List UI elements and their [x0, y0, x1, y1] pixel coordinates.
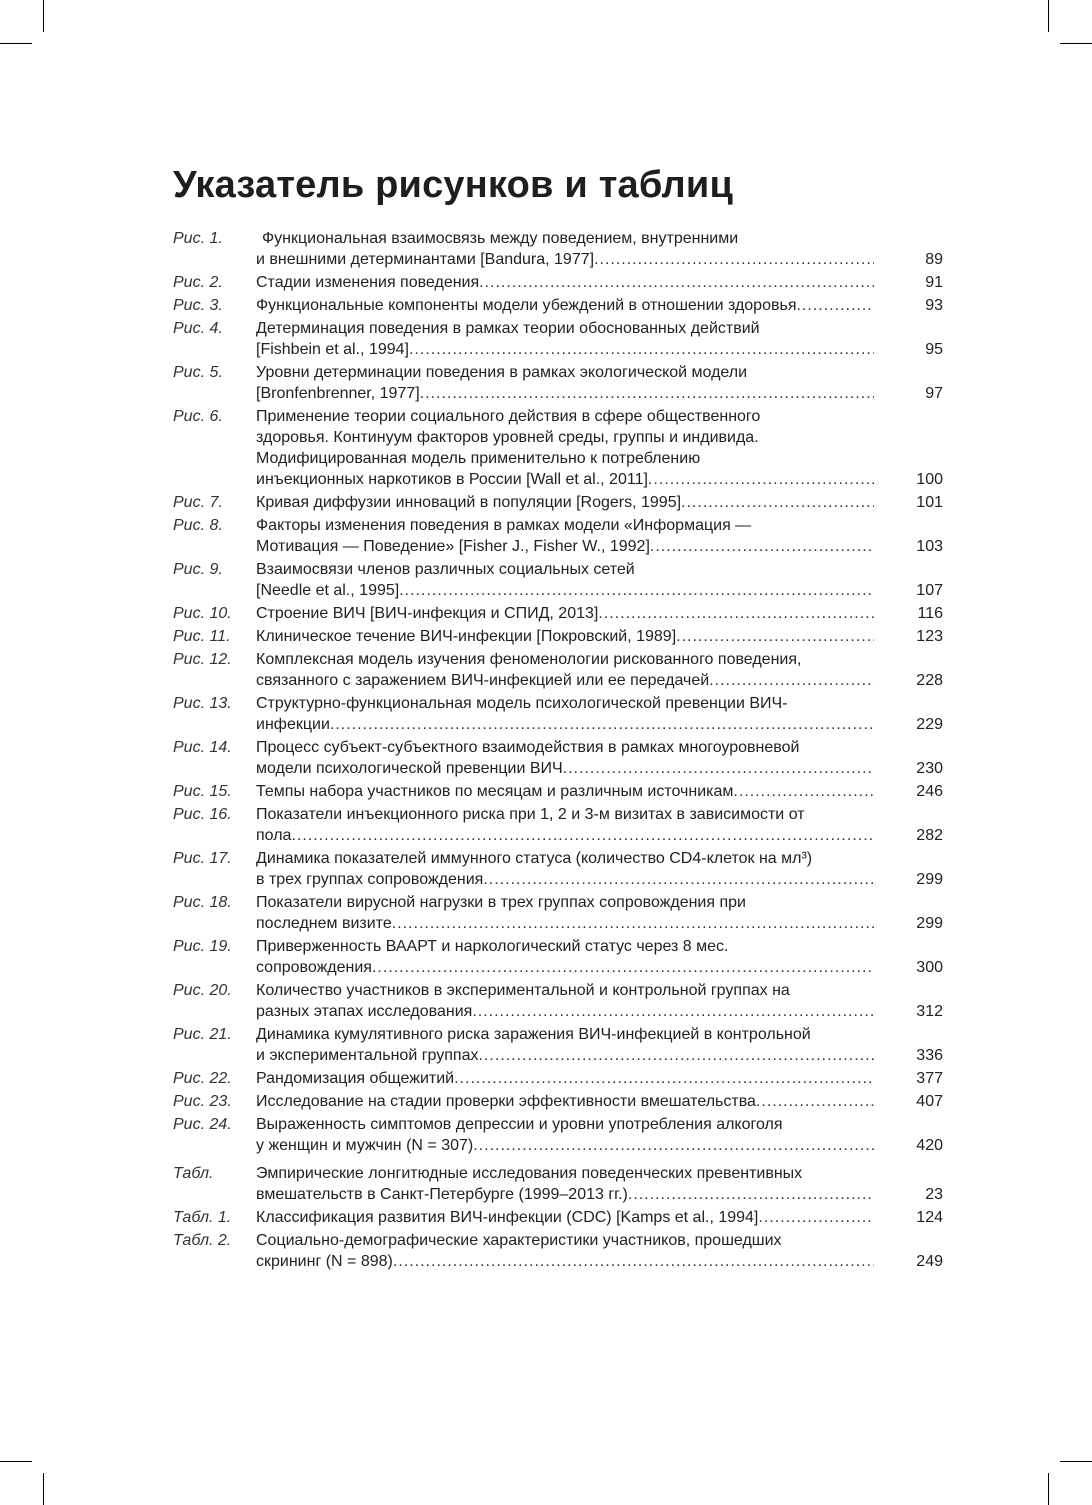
page-number: 228: [916, 672, 943, 689]
entry-title-line: Модифицированная модель применительно к потреблению: [256, 450, 701, 467]
toc-entry: [173, 1091, 943, 1112]
crop-mark-top-left: [43, 0, 44, 32]
page-number: 230: [916, 760, 943, 777]
toc-entry: [173, 626, 943, 647]
leader-dots: [598, 603, 874, 624]
entry-title: [256, 1024, 874, 1066]
page-number: 97: [925, 385, 943, 402]
entry-title: [256, 626, 874, 647]
toc-entry: [173, 1024, 943, 1066]
toc-entry: [173, 228, 943, 270]
page-number: 299: [916, 871, 943, 888]
entry-title-line: у женщин и мужчин (N = 307): [256, 1137, 474, 1154]
leader-dots: [650, 536, 874, 557]
leader-dots: [628, 1184, 874, 1205]
entry-label: Рис. 18.: [173, 894, 232, 911]
entry-label: Рис. 23.: [173, 1093, 232, 1110]
toc-entry: [173, 892, 943, 934]
toc-entry: [173, 362, 943, 404]
entry-title-line: Факторы изменения поведения в рамках модели «Информация —: [256, 517, 752, 534]
page-number: 299: [916, 915, 943, 932]
page-number: 23: [925, 1186, 943, 1203]
entry-title-line: Детерминация поведения в рамках теории обоснованных действий: [256, 320, 760, 337]
leader-dots: [563, 758, 874, 779]
entry-label: Рис. 13.: [173, 695, 232, 712]
page-number: 420: [916, 1137, 943, 1154]
toc-entry: [173, 936, 943, 978]
page-title: Указатель рисунков и таблиц: [173, 164, 734, 206]
entry-title-line: Комплексная модель изучения феноменологии рискованного поведения,: [256, 651, 802, 668]
entry-title: [256, 781, 874, 802]
toc-entry: [173, 318, 943, 360]
page-number: 312: [916, 1003, 943, 1020]
entry-title-line: разных этапах исследования: [256, 1003, 473, 1020]
page-number: 300: [916, 959, 943, 976]
leader-dots: [479, 272, 874, 293]
page-number: 95: [925, 341, 943, 358]
page-number: 116: [917, 605, 943, 622]
leader-dots: [473, 1135, 874, 1156]
entry-label: Рис. 11.: [173, 628, 231, 645]
entry-label: Рис. 1.: [173, 230, 223, 247]
entry-label: Рис. 12.: [173, 651, 232, 668]
page-number: 123: [916, 628, 943, 645]
entry-title: [256, 804, 874, 846]
entry-title-line: и экспериментальной группах: [256, 1047, 479, 1064]
entry-title-line: Показатели вирусной нагрузки в трех группах сопровождения при: [256, 894, 746, 911]
page-number: 89: [925, 251, 943, 268]
entry-title: [256, 693, 874, 735]
entry-title: [256, 1163, 874, 1205]
toc-entry: [173, 1230, 943, 1272]
entry-title: [256, 318, 874, 360]
entry-title-line: Выраженность симптомов депрессии и уровни употребления алкоголя: [256, 1116, 783, 1133]
leader-dots: [796, 295, 874, 316]
page-number: 407: [916, 1093, 943, 1110]
entry-label: Рис. 7.: [173, 494, 223, 511]
toc-entry: [173, 781, 943, 802]
leader-dots: [409, 339, 874, 360]
toc-entry: [173, 559, 943, 601]
entry-title-line: [Fishbein et al., 1994]: [256, 341, 409, 358]
page-number: 229: [916, 716, 943, 733]
page-number: 124: [916, 1209, 943, 1226]
entry-title-line: скрининг (N = 898): [256, 1253, 393, 1270]
entry-title-line: Применение теории социального действия в сфере общественного: [256, 408, 761, 425]
entry-label: Табл. 1.: [173, 1209, 232, 1226]
leader-dots: [681, 492, 874, 513]
entry-label: Табл. 2.: [173, 1232, 232, 1249]
entry-label: Рис. 21.: [173, 1026, 232, 1043]
entry-label: Рис. 2.: [173, 274, 223, 291]
crop-mark-bottom-right: [1048, 1473, 1049, 1505]
entry-title-line: Стадии изменения поведения: [256, 274, 480, 291]
crop-mark-bottom-right: [1060, 1461, 1092, 1462]
figure-table-index: [173, 228, 943, 1274]
leader-dots: [483, 869, 874, 890]
entry-label: Рис. 16.: [173, 806, 232, 823]
toc-entry: [173, 980, 943, 1022]
entry-title-line: [Needle et al., 1995]: [256, 582, 400, 599]
entry-title-line: Динамика показателей иммунного статуса (количество CD4-клеток на мл³): [256, 850, 813, 867]
entry-title-line: [Bronfenbrenner, 1977]: [256, 385, 420, 402]
toc-entry: [173, 804, 943, 846]
entry-title-line: Рандомизация общежитий: [256, 1070, 455, 1087]
entry-title: [256, 295, 874, 316]
entry-label: Табл.: [173, 1165, 214, 1182]
entry-title-line: модели психологической превенции ВИЧ: [256, 760, 563, 777]
entry-title-line: Показатели инъекционного риска при 1, 2 и 3-м визитах в зависимости от: [256, 806, 805, 823]
entry-title: [256, 1230, 874, 1272]
entry-title-line: и внешними детерминантами [Bandura, 1977]: [256, 251, 595, 268]
toc-entry: [173, 406, 943, 490]
leader-dots: [372, 957, 874, 978]
leader-dots: [478, 1045, 874, 1066]
entry-title-line: Функциональные компоненты модели убеждений в отношении здоровья: [256, 297, 797, 314]
entry-title-line: Социально-демографические характеристики участников, прошедших: [256, 1232, 782, 1249]
entry-title: [256, 603, 874, 624]
entry-title-line: Взаимосвязи членов различных социальных сетей: [256, 561, 635, 578]
entry-label: Рис. 8.: [173, 517, 223, 534]
entry-title-line: сопровождения: [256, 959, 372, 976]
entry-label: Рис. 3.: [173, 297, 223, 314]
page-number: 100: [916, 471, 943, 488]
toc-entry: [173, 492, 943, 513]
leader-dots: [709, 670, 874, 691]
entry-title: [256, 492, 874, 513]
entry-title-line: пола: [256, 827, 292, 844]
entry-title-line: Уровни детерминации поведения в рамках экологической модели: [256, 364, 748, 381]
page-number: 91: [925, 274, 943, 291]
toc-entry: [173, 295, 943, 316]
page-number: 336: [916, 1047, 943, 1064]
entry-label: Рис. 6.: [173, 408, 223, 425]
entry-label: Рис. 10.: [173, 605, 232, 622]
entry-title-line: Динамика кумулятивного риска заражения ВИЧ-инфекцией в контрольной: [256, 1026, 811, 1043]
entry-label: Рис. 19.: [173, 938, 232, 955]
page-number: 103: [916, 538, 943, 555]
leader-dots: [733, 781, 874, 802]
entry-label: Рис. 5.: [173, 364, 223, 381]
leader-dots: [392, 913, 874, 934]
entry-title-line: Строение ВИЧ [ВИЧ-инфекция и СПИД, 2013]: [256, 605, 599, 622]
toc-entry: [173, 649, 943, 691]
toc-entry: [173, 1068, 943, 1089]
leader-dots: [420, 383, 874, 404]
entry-title-line: инъекционных наркотиков в России [Wall et al., 2011]: [256, 471, 648, 488]
page-number: 377: [916, 1070, 943, 1087]
toc-entry: [173, 848, 943, 890]
crop-mark-bottom-left: [43, 1473, 44, 1505]
toc-entry: [173, 1163, 943, 1205]
entry-title: [256, 892, 874, 934]
entry-title-line: последнем визите: [256, 915, 392, 932]
leader-dots: [594, 249, 874, 270]
entry-label: Рис. 20.: [173, 982, 232, 999]
crop-mark-top-right: [1060, 43, 1092, 44]
entry-title: [256, 559, 874, 601]
leader-dots: [291, 825, 874, 846]
entry-label: Рис. 24.: [173, 1116, 232, 1133]
entry-label: Рис. 15.: [173, 783, 232, 800]
leader-dots: [330, 714, 874, 735]
page-number: 249: [916, 1253, 943, 1270]
entry-title: [256, 1091, 874, 1112]
entry-label: Рис. 17.: [173, 850, 232, 867]
toc-entry: [173, 737, 943, 779]
entry-title-line: здоровья. Континуум факторов уровней среды, группы и индивида.: [256, 429, 759, 446]
leader-dots: [758, 1207, 874, 1228]
entry-title-line: Темпы набора участников по месяцам и различным источникам: [256, 783, 734, 800]
entry-title: [256, 649, 874, 691]
entry-title-line: Клиническое течение ВИЧ-инфекции [Покровский, 1989]: [256, 628, 677, 645]
toc-entry: [173, 272, 943, 293]
entry-title: [256, 1207, 874, 1228]
page-number: 246: [916, 783, 943, 800]
toc-entry: [173, 1114, 943, 1156]
entry-title: [256, 1114, 874, 1156]
leader-dots: [756, 1091, 874, 1112]
leader-dots: [648, 469, 874, 490]
entry-title-line: Количество участников в экспериментальной и контрольной группах на: [256, 982, 790, 999]
entry-title-line: в трех группах сопровождения: [256, 871, 484, 888]
page-number: 282: [916, 827, 943, 844]
crop-mark-top-right: [1048, 0, 1049, 32]
entry-title-line: Структурно-функциональная модель психологической превенции ВИЧ-: [256, 695, 788, 712]
entry-title-line: вмешательств в Санкт-Петербурге (1999–2013 гг.): [256, 1186, 628, 1203]
entry-title-line: Кривая диффузии инноваций в популяции [Rogers, 1995]: [256, 494, 682, 511]
entry-title-line: связанного с заражением ВИЧ-инфекцией или ее передачей: [256, 672, 710, 689]
entry-title-line: Приверженность ВААРТ и наркологический статус через 8 мес.: [256, 938, 729, 955]
entry-title: [256, 980, 874, 1022]
toc-entry: [173, 515, 943, 557]
entry-title-line: Функциональная взаимосвязь между поведением, внутренними: [262, 230, 739, 247]
crop-mark-bottom-left: [0, 1461, 32, 1462]
page-number: 107: [916, 582, 943, 599]
entry-title: [256, 737, 874, 779]
page-number: 93: [925, 297, 943, 314]
entry-label: Рис. 9.: [173, 561, 223, 578]
leader-dots: [676, 626, 874, 647]
entry-title-line: Процесс субъект-субъектного взаимодействия в рамках многоуровневой: [256, 739, 800, 756]
page-number: 101: [916, 494, 943, 511]
toc-entry: [173, 603, 943, 624]
entry-title-line: инфекции: [256, 716, 330, 733]
entry-title: [256, 515, 874, 557]
entry-title: [256, 272, 874, 293]
entry-title-line: Мотивация — Поведение» [Fisher J., Fisher W., 1992]: [256, 538, 650, 555]
entry-title-line: Классификация развития ВИЧ-инфекции (CDC) [Kamps et al., 1994]: [256, 1209, 759, 1226]
entry-label: Рис. 22.: [173, 1070, 232, 1087]
entry-title: [256, 362, 874, 404]
entry-title: [256, 1068, 874, 1089]
entry-title: [256, 936, 874, 978]
leader-dots: [454, 1068, 874, 1089]
entry-title: [256, 406, 874, 490]
crop-mark-top-left: [0, 43, 32, 44]
entry-label: Рис. 4.: [173, 320, 223, 337]
entry-title-line: Эмпирические лонгитюдные исследования поведенческих превентивных: [256, 1165, 803, 1182]
entry-title: [256, 848, 874, 890]
leader-dots: [399, 580, 874, 601]
entry-title-line: Исследование на стадии проверки эффективности вмешательства: [256, 1093, 756, 1110]
leader-dots: [472, 1001, 874, 1022]
entry-label: Рис. 14.: [173, 739, 232, 756]
entry-title: [256, 228, 874, 270]
toc-entry: [173, 1207, 943, 1228]
toc-entry: [173, 693, 943, 735]
leader-dots: [393, 1251, 874, 1272]
